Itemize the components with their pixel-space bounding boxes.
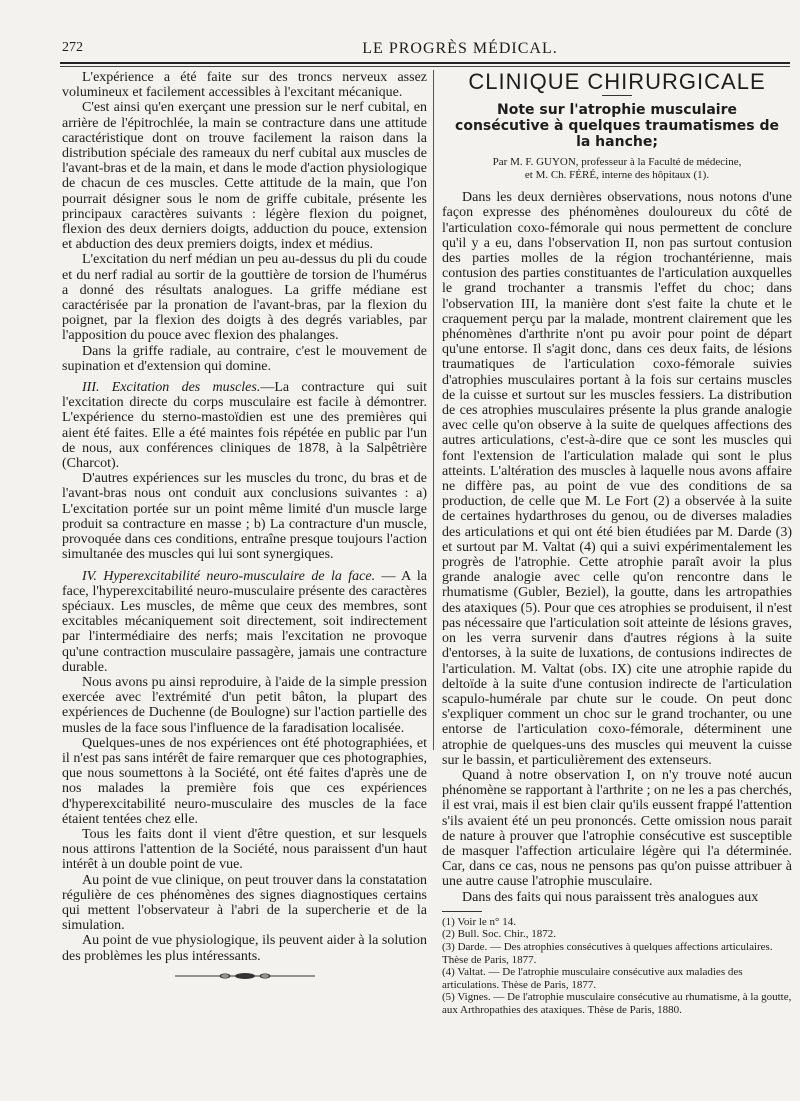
paragraph: Nous avons pu ainsi reproduire, à l'aide de la simple pression exercée avec l'extrémité d'un petit bâton, la plupart des expériences de Duchenne (de Boulogne) sur l'action partielle des musles de la face sous l'influence de la faradisation localisée. — [62, 674, 427, 736]
paragraph: Au point de vue physiologique, ils peuvent aider à la solution des problèmes les plus intéressants. — [62, 933, 427, 964]
paragraph: Dans les deux dernières observations, nous notons d'une façon expresse des phénomènes douloureux du côté de l'articulation coxo-fémorale qui nous permettent de conclure qu'il y a eu, dans l'observation II, non pas surtout contusion des parties molles de la région trochantérienne, mais contusion des parties constituantes de l'articulation auxquelles le grand trochanter a transmis l'effet du choc; dans l'observation III, la manière dont s'est faite la chute et le craquement perçu par la malade, montrent clairement que les phénomènes d'arthrite n'ont pu avoir pour point de départ qu'une entorse. Il s'agit donc, dans ces deux faits, de lésions traumatiques de l'articulation coxo-fémorale suivies d'atrophies musculaires portant à la fois sur certains muscles de la cuisse et surtout sur les muscles fessiers. La distribution de ces atrophies musculaires présente la plus grande analogie avec celle qu'on observe à la suite de quelques affections des autres articulations, c'est-à-dire que ce sont les muscles qui font l'extension de l'articulation malade qui sont le plus atteints. L'altération des muscles à laquelle nous avons affaire ne diffère pas, au point de vue des conditions de sa production, de celle que M. Le Fort (2) a observée à la suite de certaines hydarthroses du genou, ou de diverses maladies des articulations et qui ont été bien étudiées par M. Darde (3) et surtout par M. Valtat (4) qui a suivi expérimentalement les progrès de l'atrophie. Cette atrophie paraît avoir la plus grande analogie avec celle qu'on rencontre dans le rhumatisme (Gubler, Beziel), la goutte, dans les artropathies des ataxiques (5). Pour que ces atrophies se produisent, il n'est pas nécessaire que l'articulation soit atteinte de lésions graves, on les verra survenir dans d'autres régions à la suite d'entorses, à la suite de luxations, de contusions indirectes de l'articulation. M. Valtat (obs. IX) cite une atrophie rapide du deltoïde à la suite d'une contusion indirecte de l'articulation scapulo-humérale par chute sur le coude. On peut donc s'expliquer comment un choc sur le grand trochanter, ou une entorse de l'articulation coxo-fémorale, déterminent une atrophie de quelques-uns des muscles qui meuvent la cuisse sur le bassin, et particulièrement des extenseurs. — [442, 190, 792, 768]
paragraph: L'excitation du nerf médian un peu au-dessus du pli du coude et du nerf radial au sortir de la gouttière de torsion de l'humérus a donné des résultats analogues. La griffe médiane est caractérisée par la pronation de l'avant-bras, par la flexion du poignet, par la flexion des doigts à des degrés variables, par l'apposition du pouce avec flexion des phalanges. — [62, 252, 427, 344]
footnotes — [442, 916, 792, 1017]
footnote: (4) Valtat. — De l'atrophie musculaire consécutive aux maladies des articulations. Thèse de Paris, 1877. — [442, 966, 743, 991]
paragraph: Dans la griffe radiale, au contraire, c'est le mouvement de supination et d'extension qui domine. — [62, 343, 427, 374]
end-ornament — [175, 972, 315, 980]
footnote: (1) Voir le n° 14. — [442, 915, 516, 928]
left-column — [62, 70, 427, 980]
paragraph: L'expérience a été faite sur des troncs nerveux assez volumineux et facilement accessibles à l'excitant mécanique. — [62, 70, 427, 101]
right-column — [442, 70, 792, 1017]
running-head: LE PROGRÈS MÉDICAL. — [362, 40, 558, 57]
title-rule — [602, 95, 632, 96]
section-iii — [62, 380, 427, 471]
section-title: CLINIQUE CHIRURGICALE — [468, 69, 766, 94]
footnote: (3) Darde. — Des atrophies consécutives à quelques affections articulaires. Thèse de Paris, 1877. — [442, 940, 773, 966]
byline-line: et M. Ch. FÉRÉ, interne des hôpitaux (1). — [524, 169, 710, 182]
paragraph: Dans des faits qui nous paraissent très analogues aux — [462, 889, 759, 905]
header-rule — [60, 62, 790, 64]
article-title: Note sur l'atrophie musculaire consécutive à quelques traumatismes de la hanche; — [455, 102, 779, 151]
byline — [442, 156, 792, 182]
paragraph: Quelques-unes de nos expériences ont été photographiées, et il n'est pas sans intérêt de faire remarquer que ces photographies, que nous soumettons à la Société, ont été faites d'après une de nos malades la première fois que ces expériences d'hyperexcitabilité neuro-musculaire des muscles de la face étaient tentées chez elle. — [62, 735, 427, 827]
column-rule — [433, 70, 434, 750]
header-rule-thin — [60, 66, 790, 67]
section-heading: III. Excitation des muscles. — [82, 380, 261, 396]
section-text: —La contracture qui suit l'excitation directe du corps musculaire est facile à démontrer. L'expérience du sterno-mastoïdien est une des premières qui aient été faites. Elle a été maintes fois répétée en public par l'un de nous, aux conférences cliniques de 1878, à la Salpêtrière (Charcot). — [62, 380, 428, 472]
paragraph: Quand à notre observation I, on n'y trouve noté aucun phénomène se rapportant à l'arthrite ; on ne les a pas cherchés, il est vrai, mais il est bien clair qu'ils eussent frappé l'attention s'ils avaient été un peu prononcés. Cette omission nous parait de nature à prouver que l'atrophie consécutive est susceptible de masquer l'affection articulaire légère qui l'a déterminée. Car, dans ce cas, nous ne pensons pas qu'on puisse attribuer à une autre cause l'atrophie musculaire. — [442, 767, 792, 890]
section-iv — [62, 569, 427, 675]
footnote-rule — [442, 911, 482, 912]
paragraph: D'autres expériences sur les muscles du tronc, du bras et de l'avant-bras nous ont conduit aux conclusions suivantes : a) L'excitation portée sur un point même limité d'un muscle large produit sa contracture en masse ; b) La contracture d'un muscle, provoquée dans ces conditions, entraîne presque toujours l'action simultanée des muscles qui lui sont synergiques. — [62, 471, 427, 563]
section-heading: IV. Hyperexcitabilité neuro-musculaire de la face. — [82, 568, 376, 584]
footnote: (5) Vignes. — De l'atrophie musculaire consécutive au rhumatisme, à la goutte, aux Arthropathies des ataxiques. Thèse de Paris, 1880. — [442, 991, 792, 1016]
paragraph: C'est ainsi qu'en exerçant une pression sur le nerf cubital, en arrière de l'épitrochlée, la main se contracture dans une attitude caractéristique dont on trouve facilement la raison dans la distribution spéciale des rameaux du nerf cubital aux muscles de l'avant-bras et de la main, et dans le mode d'action physiologique de chacun de ces muscles. Cette attitude de la main, que l'on pourrait désigner sous le nom de griffe cubitale, présente les principaux caractères suivants : légère flexion du poignet, flexion des deux derniers doigts, adduction du pouce, extension et abduction des deux premiers doigts, index et médius. — [62, 100, 427, 253]
section-text: — A la face, l'hyperexcitabilité neuro-musculaire présente des caractères spéciaux. Les muscles, de même que ceux des membres, sont excitables mécaniquement soit directement, soit indirectement par l'intermédiaire des nerfs; mais l'excitation ne provoque qu'une contraction musculaire passagère, jamais une contracture durable. — [62, 568, 427, 675]
paragraph: Au point de vue clinique, on peut trouver dans la constatation régulière de ces phénomènes des signes diagnostiques certains qui mettent l'observateur à l'abri de la supercherie et de la simulation. — [62, 872, 427, 934]
page-number: 272 — [62, 40, 83, 55]
byline-line: Par M. F. GUYON, professeur à la Faculté de médecine, — [492, 156, 742, 169]
footnote: (2) Bull. Soc. Chir., 1872. — [442, 928, 556, 941]
paragraph: Tous les faits dont il vient d'être question, et sur lesquels nous attirons l'attention de la Société, nous paraissent d'un haut intérêt à un double point de vue. — [62, 826, 427, 873]
